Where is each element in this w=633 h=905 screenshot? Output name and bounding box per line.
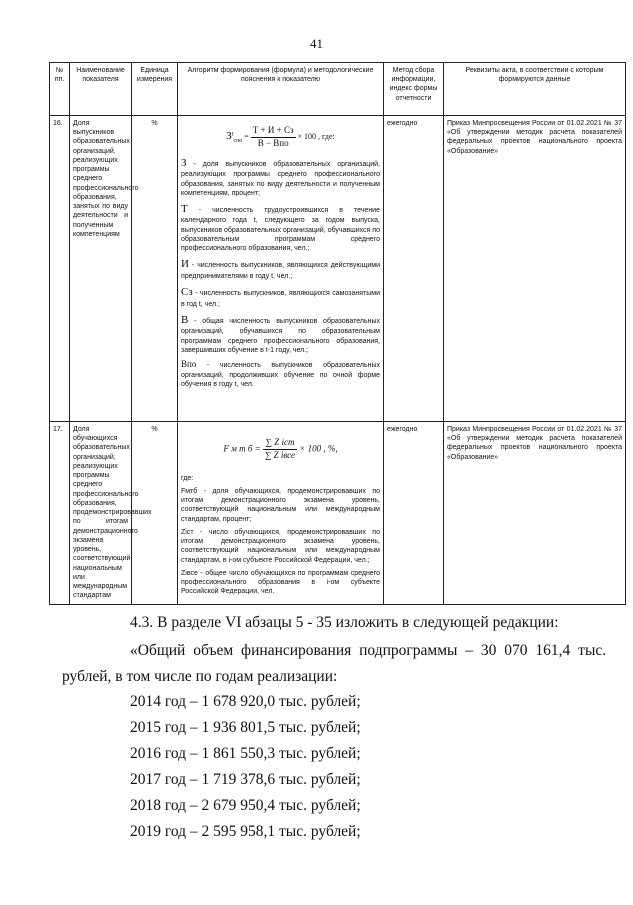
formula-lhs: F м т б = <box>223 443 261 454</box>
section-heading: 4.3. В разделе VI абзацы 5 - 35 изложить в следующей редакции: <box>130 614 559 631</box>
row-num: 17. <box>50 422 70 605</box>
formula: $З^t_{спо}$ = $\frac{Т + И + Сз}{\text{В − Впо}}$ × 100 , где: <box>226 125 335 148</box>
year-line: 2017 год – 1 719 378,6 тыс. рублей; <box>130 771 361 788</box>
year-line: 2018 год – 2 679 950,4 тыс. рублей; <box>130 797 361 814</box>
table-header-row <box>50 63 626 116</box>
definition-item: И - численность выпускников, являющихся действующими предпринимателями в году t, чел.; <box>181 258 381 280</box>
formula-definitions <box>181 474 380 597</box>
header-num: № пп. <box>50 63 70 116</box>
definition-item: З - доля выпускников образовательных организаций, реализующих программы среднего профессионального образования, занятых по виду деятельности и полученным компетенциям, процент; <box>181 156 380 197</box>
formula <box>181 437 380 462</box>
formula-tail: × 100 , где: <box>297 132 335 142</box>
definition-item: Т - численность трудоустроившихся в течение календарного года t, следующего за годом выпуска, выпускников образовательных организаций, обучавшихся по образовательным программам среднего профессионального образования, чел.; <box>181 202 380 253</box>
table-row <box>50 116 626 422</box>
row-num: 16. <box>50 116 70 422</box>
definition-item: В - общая численность выпускников образовательных организаций, обучавшихся по образовательным программам среднего профессионального образования, завершивших обучение в t-1 году, чел.; <box>181 313 380 354</box>
table-row <box>50 422 626 605</box>
formula-numerator: ∑ Z iст <box>263 437 297 450</box>
year-line: 2019 год – 2 595 958,1 тыс. рублей; <box>130 823 361 840</box>
row-act: Приказ Минпросвещения России от 01.02.2021 № 37 «Об утверждении методик расчета показателей федеральных проектов национального проекта «Образование» <box>444 422 626 605</box>
row-formula-cell <box>178 422 384 605</box>
header-name: Наименование показателя <box>70 63 132 116</box>
formula-tail: × 100 , %, <box>299 443 338 454</box>
definition-item: Впо - численность выпускников образовательных организаций, продолживших обучение по очной форме обучения в году t, чел. <box>181 359 380 389</box>
formula-lhs: З <box>226 130 232 143</box>
formula-denominator: ∑ Z iвсе <box>264 449 296 460</box>
formula-denominator: В − Впо <box>257 137 289 148</box>
quote-line-1: «Общий объем финансирования подпрограммы – 30 070 161,4 тыс. <box>130 642 607 659</box>
formula-fraction <box>263 437 297 462</box>
row-method: ежегодно <box>384 116 444 422</box>
indicators-table <box>49 62 626 605</box>
formula-definitions <box>181 156 380 390</box>
year-line: 2015 год – 1 936 801,5 тыс. рублей; <box>130 719 361 736</box>
row-name: Доля обучающихся образовательных организаций, реализующих программы среднего профессионального образования, продемонстрировавших по итогам демонстрационного экзамена уровень, соответствующий национальным или международным стандартам <box>70 422 132 605</box>
year-line: 2016 год – 1 861 550,3 тыс. рублей; <box>130 745 361 762</box>
row-formula-cell <box>178 116 384 422</box>
definition-item: Ziст - число обучающихся, продемонстрировавших по итогам демонстрационного экзамена уровень, соответствующий национальным или международным стандартам, в i-ом субъекте Российской Федерации, чел.; <box>181 528 380 564</box>
row-method: ежегодно <box>384 422 444 605</box>
row-unit: % <box>132 116 178 422</box>
header-method: Метод сбора информации, индекс формы отчетности <box>384 63 444 116</box>
header-unit: Единица измерения <box>132 63 178 116</box>
formula-numerator: Т + И + Сз <box>251 125 296 138</box>
row-unit: % <box>132 422 178 605</box>
page-number: 41 <box>310 36 323 51</box>
formula-fraction <box>251 125 296 150</box>
row-name: Доля выпускников образовательных организаций, реализующих программы среднего профессионального образования, занятых по виду деятельности и полученным компетенциям <box>70 116 132 422</box>
definition-item: Fмтб - доля обучающихся, продемонстрировавших по итогам демонстрационного экзамена уровень, соответствующий национальным или международным стандартам, процент; <box>181 487 380 523</box>
definition-item: Ziвсе - общее число обучающихся по программам среднего профессионального образования в i-ом субъекте Российской Федерации, чел. <box>181 569 380 596</box>
header-formula: Алгоритм формирования (формула) и методологические пояснения к показателю <box>178 63 384 116</box>
definition-item: Сз - численность выпускников, являющихся самозанятыми в год t, чел.; <box>181 286 380 308</box>
header-act: Реквизиты акта, в соответствии с которым формируются данные <box>444 63 626 116</box>
where-label: где: <box>181 474 194 482</box>
year-line: 2014 год – 1 678 920,0 тыс. рублей; <box>130 693 361 710</box>
row-act: Приказ Минпросвещения России от 01.02.2021 № 37 «Об утверждении методик расчета показателей федеральных проектов национального проекта «Образование» <box>444 116 626 422</box>
quote-line-2: рублей, в том числе по годам реализации: <box>62 668 338 685</box>
